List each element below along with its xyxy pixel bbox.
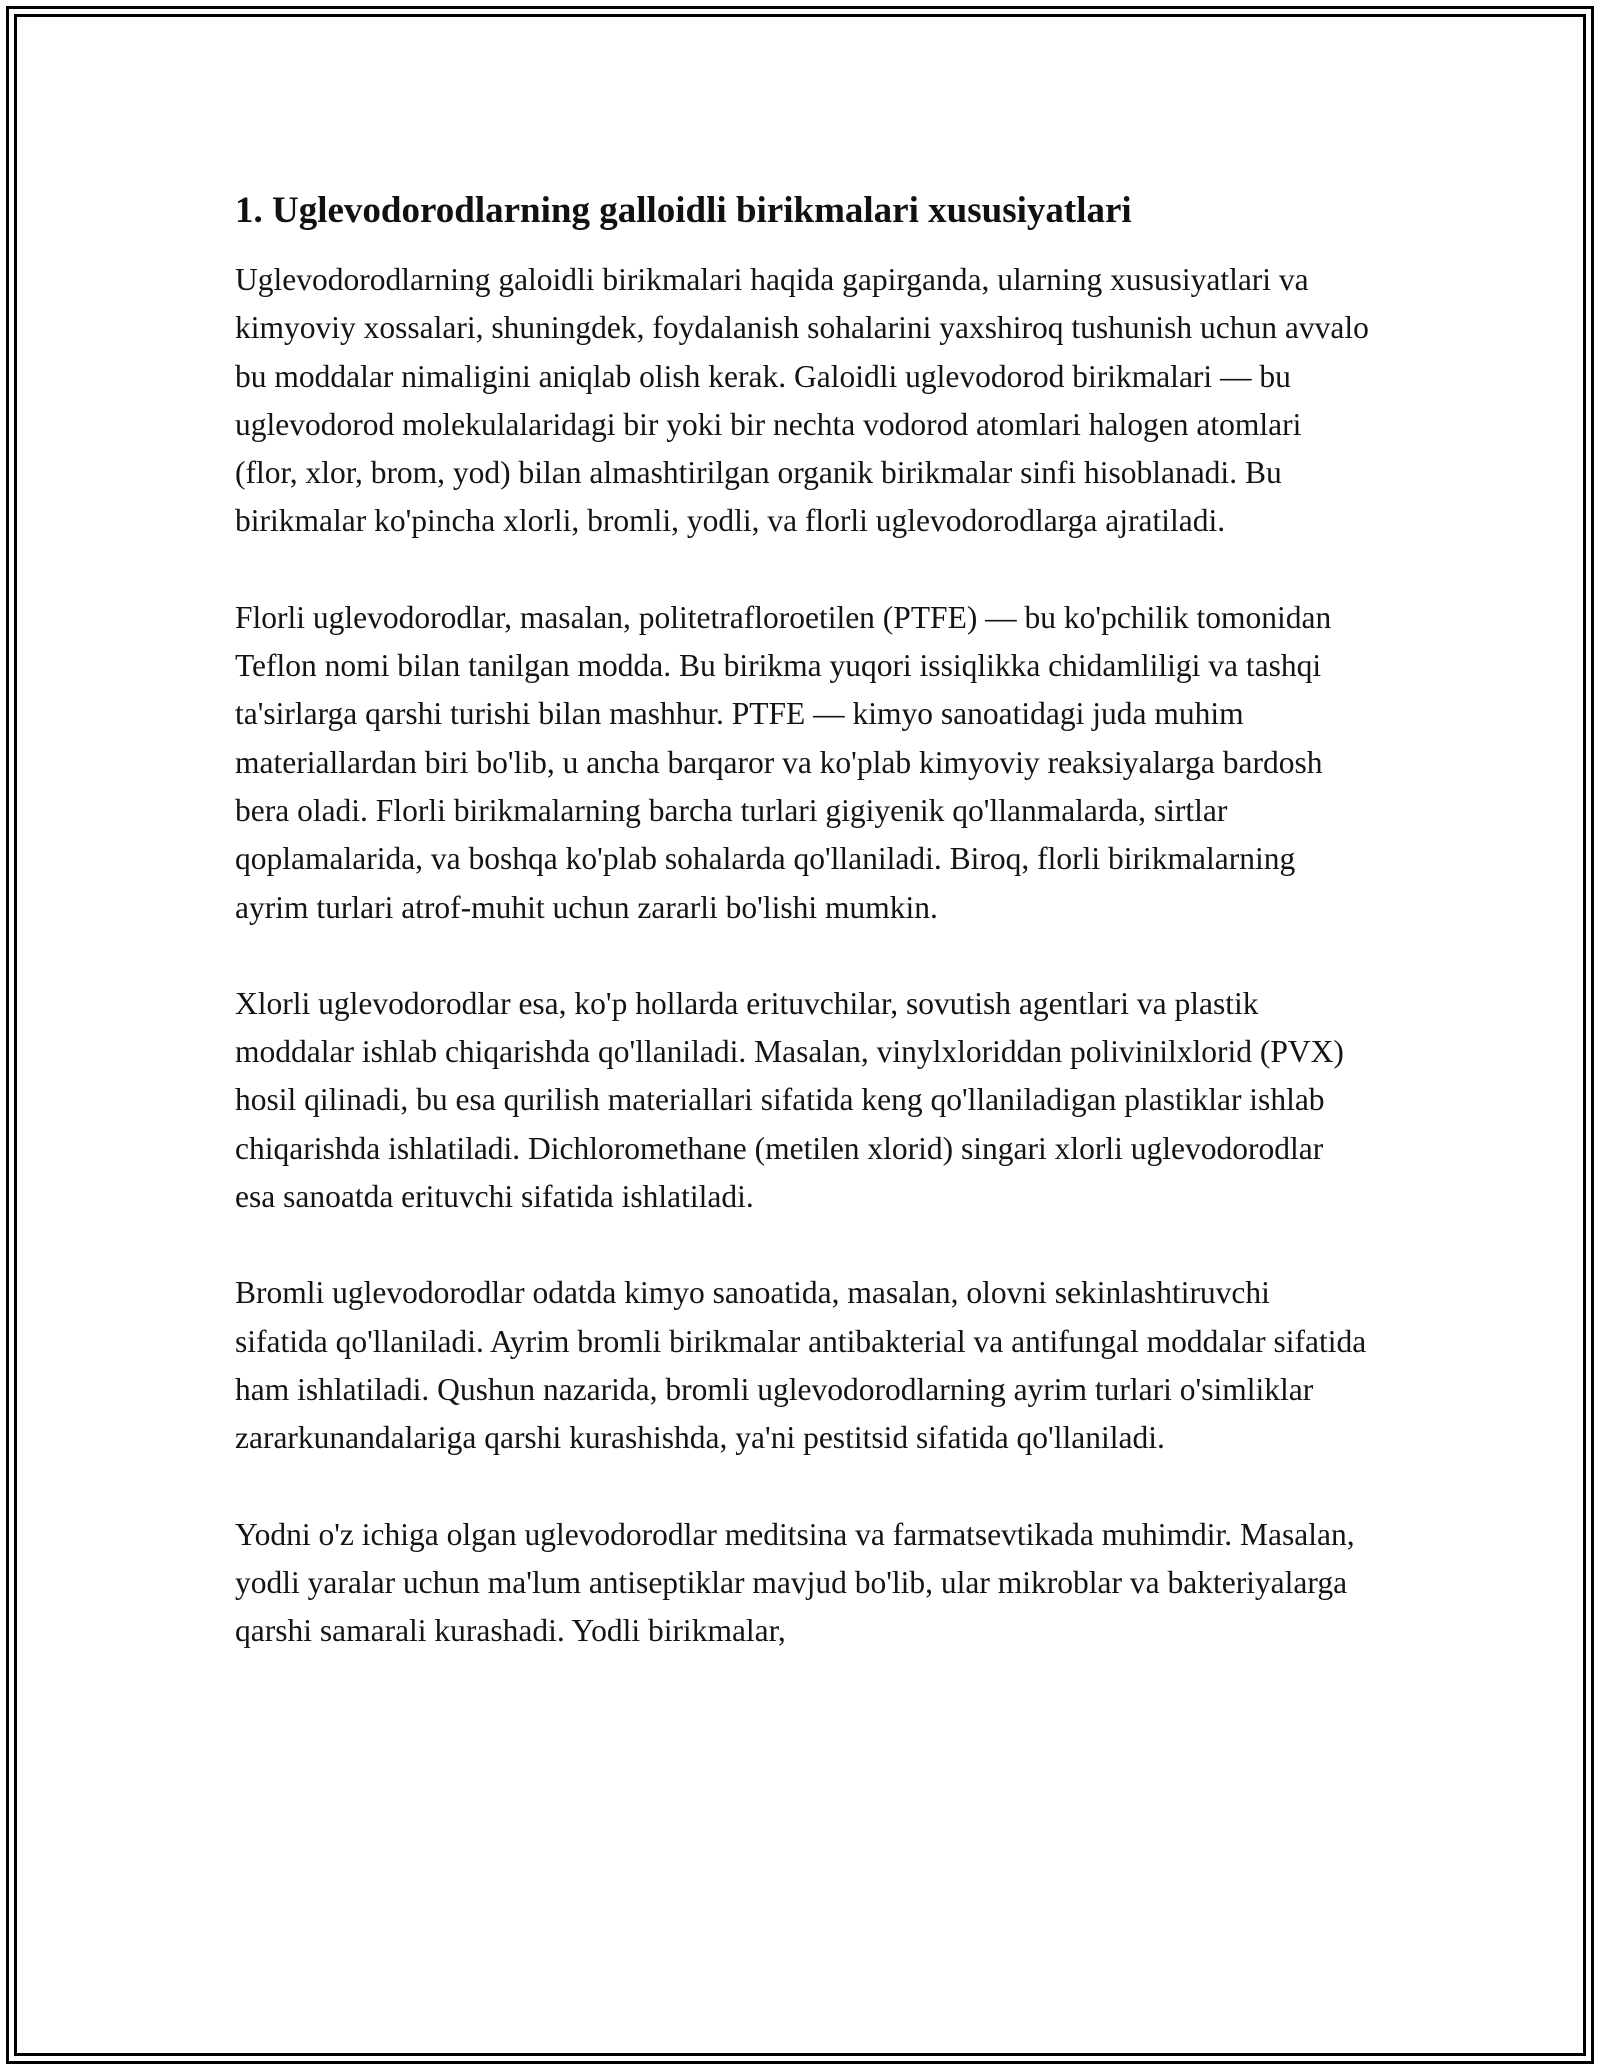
paragraph-bromine: Bromli uglevodorodlar odatda kimyo sanoatida, masalan, olovni sekinlashtiruvchi sifatida qo'llaniladi. Ayrim bromli birikmalar antibakterial va antifungal moddalar sifatida ham ishlatiladi. Qushun nazarida, bromli uglevodorodlarning ayrim turlari o'simliklar zararkunandalariga qarshi kurashishda, ya'ni pestitsid sifatida qo'llaniladi. xyxy=(235,1275,1367,1456)
section-heading: 1. Uglevodorodlarning galloidli birikmalari xususiyatlari xyxy=(235,190,1132,231)
document-body xyxy=(235,188,1370,1655)
paragraph-fluorine: Florli uglevodorodlar, masalan, politetrafloroetilen (PTFE) — bu ko'pchilik tomonidan Teflon nomi bilan tanilgan modda. Bu birikma yuqori issiqlikka chidamliligi va tashqi ta'sirlarga qarshi turishi bilan mashhur. PTFE — kimyo sanoatidagi juda muhim materiallardan biri bo'lib, u ancha barqaror va ko'plab kimyoviy reaksiyalarga bardosh bera oladi. Florli birikmalarning barcha turlari gigiyenik qo'llanmalarda, sirtlar qoplamalarida, va boshqa ko'plab sohalarda qo'llaniladi. Biroq, florli birikmalarning ayrim turlari atrof-muhit uchun zararli bo'lishi mumkin. xyxy=(235,599,1332,925)
paragraph-introduction: Uglevodorodlarning galoidli birikmalari haqida gapirganda, ularning xususiyatlari va kimyoviy xossalari, shuningdek, foydalanish sohalarini yaxshiroq tushunish uchun avvalo bu moddalar nimaligini aniqlab olish kerak. Galoidli uglevodorod birikmalari — bu uglevodorod molekulalaridagi bir yoki bir nechta vodorod atomlari halogen atomlari (flor, xlor, brom, yod) bilan almashtirilgan organik birikmalar sinfi hisoblanadi. Bu birikmalar ko'pincha xlorli, bromli, yodli, va florli uglevodorodlarga ajratiladi. xyxy=(235,262,1369,539)
paragraph-iodine: Yodni o'z ichiga olgan uglevodorodlar meditsina va farmatsevtikada muhimdir. Masalan, yodli yaralar uchun ma'lum antiseptiklar mavjud bo'lib, ular mikroblar va bakteriyalarga qarshi samarali kurashadi. Yodli birikmalar, xyxy=(235,1516,1355,1649)
paragraph-chlorine: Xlorli uglevodorodlar esa, ko'p hollarda erituvchilar, sovutish agentlari va plastik moddalar ishlab chiqarishda qo'llaniladi. Masalan, vinylxloriddan polivinilxlorid (PVX) hosil qilinadi, bu esa qurilish materiallari sifatida keng qo'llaniladigan plastiklar ishlab chiqarishda ishlatiladi. Dichloromethane (metilen xlorid) singari xlorli uglevodorodlar esa sanoatda erituvchi sifatida ishlatiladi. xyxy=(235,985,1344,1215)
